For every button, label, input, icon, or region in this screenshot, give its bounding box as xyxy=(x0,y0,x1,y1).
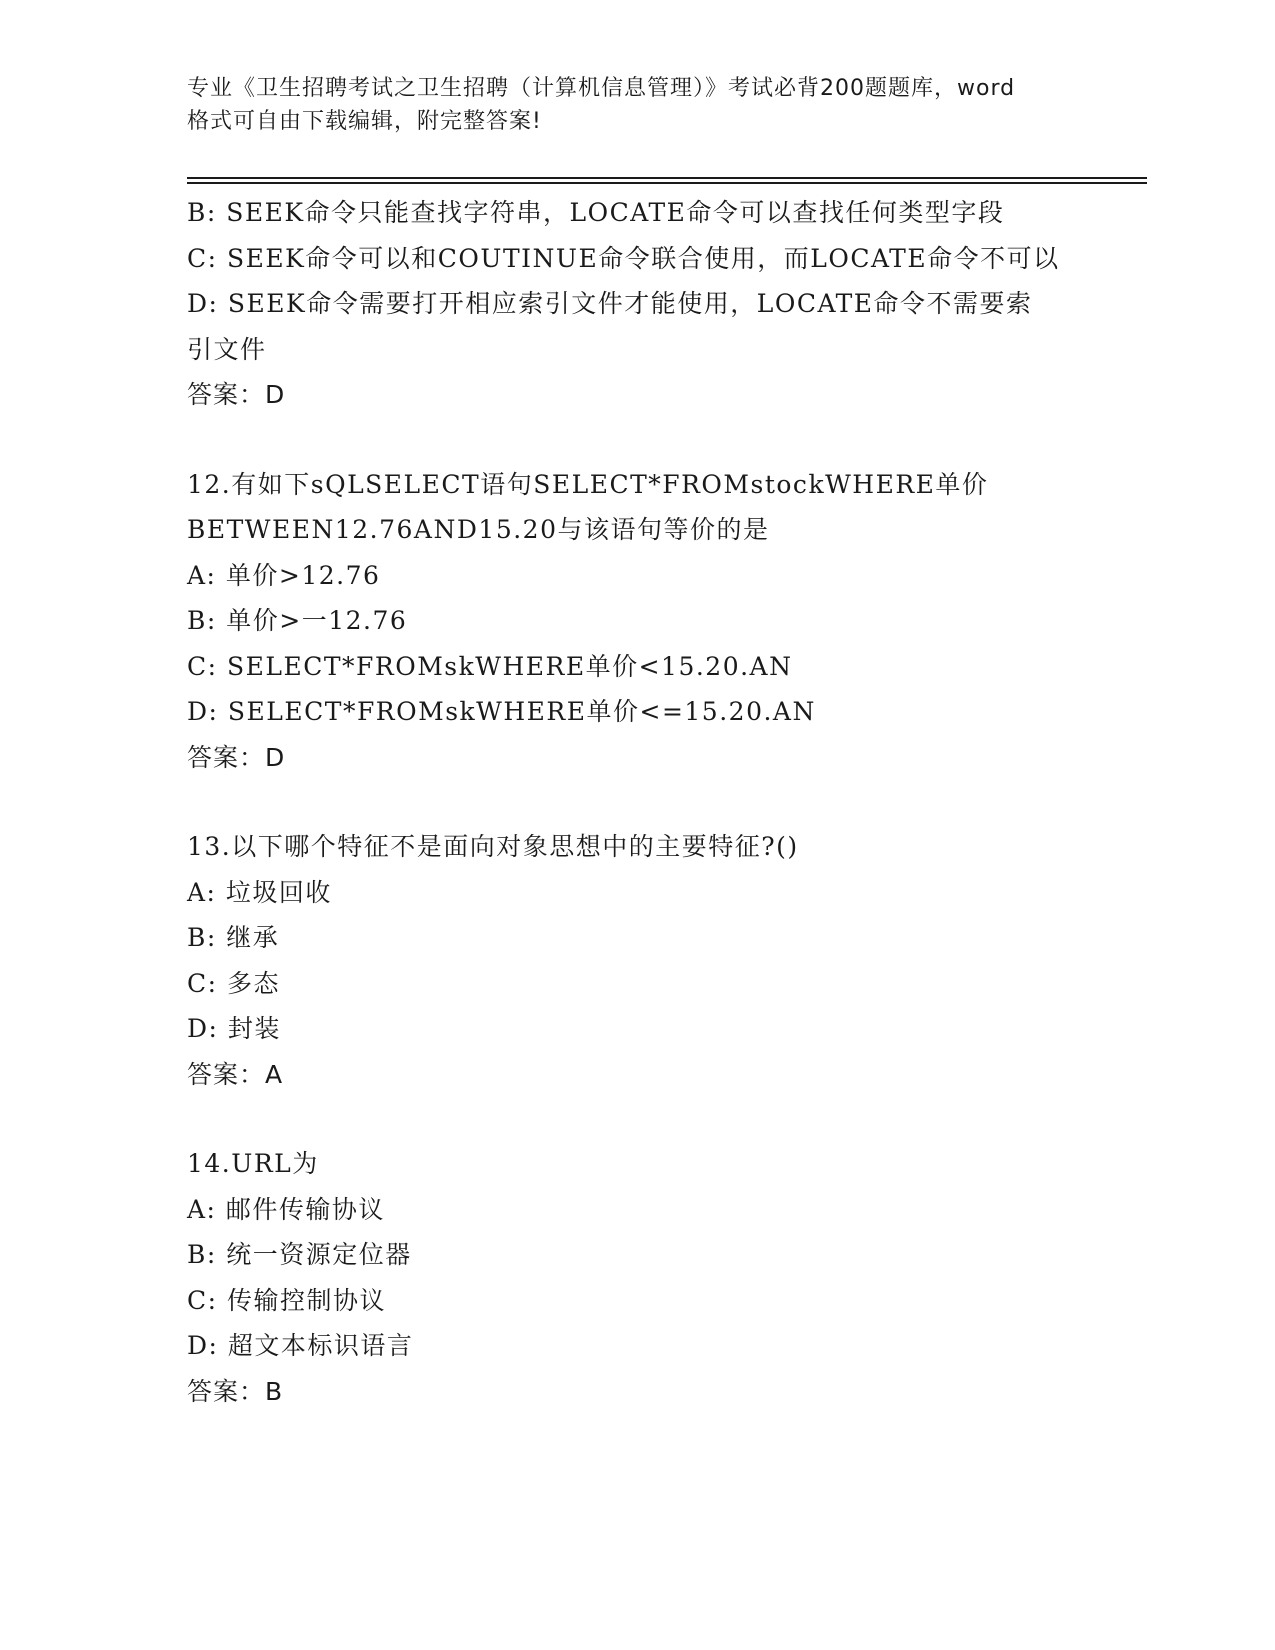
option-a: A: 单价>12.76 xyxy=(187,560,381,590)
option-b: B: 继承 xyxy=(187,923,280,952)
header-line-1: 专业《卫生招聘考试之卫生招聘（计算机信息管理）》考试必背200题题库，word xyxy=(187,76,1016,101)
option-d: D: 超文本标识语言 xyxy=(187,1331,414,1360)
question-block-13 xyxy=(187,824,1067,1097)
header-line-2: 格式可自由下载编辑，附完整答案! xyxy=(187,109,542,134)
option-c: C: SELECT*FROMskWHERE单价<15.20.AN xyxy=(187,651,793,681)
question-stem: 12.有如下sQLSELECT语句SELECT*FROMstockWHERE单价 xyxy=(187,469,989,499)
answer: 答案：D xyxy=(187,742,286,772)
option-a: A: 邮件传输协议 xyxy=(187,1194,385,1224)
option-b: B: SEEK命令只能查找字符串，LOCATE命令可以查找任何类型字段 xyxy=(187,198,1005,227)
option-c: C: SEEK命令可以和COUTINUE命令联合使用，而LOCATE命令不可以 xyxy=(187,243,1060,273)
option-c: C: 多态 xyxy=(187,968,280,998)
option-b: B: 统一资源定位器 xyxy=(187,1240,412,1269)
header-divider-top xyxy=(187,177,1147,179)
option-d: D: 封装 xyxy=(187,1014,281,1043)
option-b: B: 单价>一12.76 xyxy=(187,606,408,635)
option-d-continued: 引文件 xyxy=(187,334,267,364)
option-d: D: SEEK命令需要打开相应索引文件才能使用，LOCATE命令不需要索 xyxy=(187,289,1033,318)
option-d: D: SELECT*FROMskWHERE单价<=15.20.AN xyxy=(187,697,816,726)
question-block-14 xyxy=(187,1141,1067,1414)
answer: 答案：B xyxy=(187,1376,284,1406)
answer: 答案：A xyxy=(187,1059,284,1089)
document-body xyxy=(187,190,1067,1414)
option-c: C: 传输控制协议 xyxy=(187,1285,386,1315)
header-divider-bottom xyxy=(187,182,1147,184)
question-stem: 14.URL为 xyxy=(187,1149,319,1178)
question-block-12 xyxy=(187,462,1067,781)
question-stem-continued: BETWEEN12.76AND15.20与该语句等价的是 xyxy=(187,515,770,544)
option-a: A: 垃圾回收 xyxy=(187,877,332,907)
question-block-11-continued xyxy=(187,190,1067,418)
document-header xyxy=(187,72,1087,138)
question-stem: 13.以下哪个特征不是面向对象思想中的主要特征?() xyxy=(187,832,799,861)
answer: 答案：D xyxy=(187,380,286,409)
